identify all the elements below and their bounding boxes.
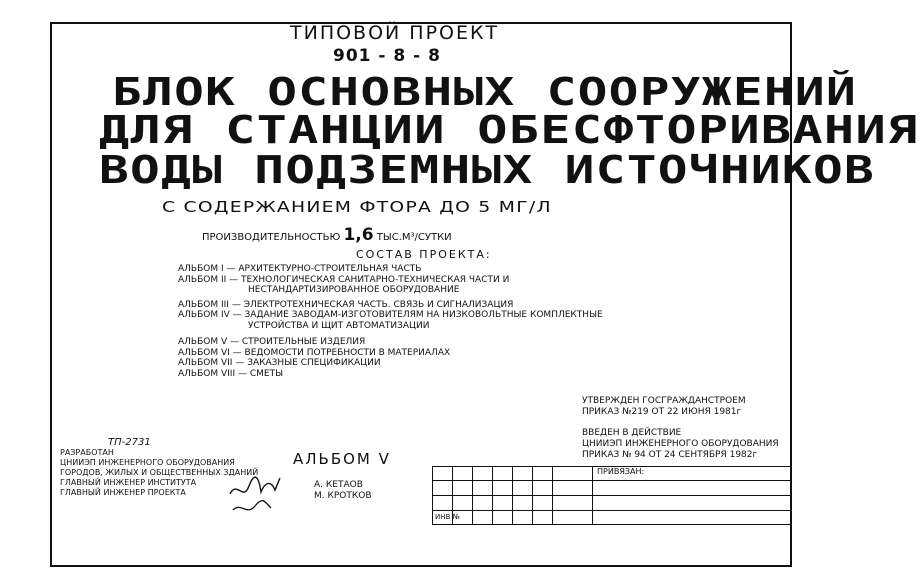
album-item: АЛЬБОМ VIII — СМЕТЫ bbox=[178, 368, 284, 379]
album-item: АЛЬБОМ III — ЭЛЕКТРОТЕХНИЧЕСКАЯ ЧАСТЬ. СВЯЗЬ И СИГНАЛИЗАЦИЯ bbox=[178, 299, 514, 310]
current-album: АЛЬБОМ V bbox=[293, 450, 391, 468]
title-block bbox=[432, 466, 792, 525]
signature-scribble bbox=[225, 472, 305, 517]
capacity-value: 1,6 bbox=[343, 225, 374, 245]
album-item-continuation: УСТРОЙСТВА И ЩИТ АВТОМАТИЗАЦИИ bbox=[248, 320, 430, 331]
title-line-2: ДЛЯ СТАНЦИИ ОБЕСФТОРИВАНИЯ bbox=[99, 108, 919, 152]
album-item: АЛЬБОМ I — АРХИТЕКТУРНО-СТРОИТЕЛЬНАЯ ЧАСТЬ bbox=[178, 264, 422, 274]
title-line-3: ВОДЫ ПОДЗЕМНЫХ ИСТОЧНИКОВ bbox=[99, 148, 876, 192]
introduction-note: ВВЕДЕН В ДЕЙСТВИЕ ЦНИИЭП ИНЖЕНЕРНОГО ОБОРУДОВАНИЯ ПРИКАЗ № 94 ОТ 24 СЕНТЯБРЯ 1982г bbox=[582, 428, 779, 460]
project-series: ТИПОВОЙ ПРОЕКТ bbox=[290, 22, 500, 44]
album-item: АЛЬБОМ VI — ВЕДОМОСТИ ПОТРЕБНОСТИ В МАТЕРИАЛАХ bbox=[178, 347, 451, 358]
attached-label: ПРИВЯЗАН: bbox=[597, 467, 645, 476]
inventory-label: ИНВ № bbox=[435, 513, 460, 521]
capacity-label: ПРОИЗВОДИТЕЛЬНОСТЬЮ bbox=[202, 232, 341, 243]
document-code: ТП-2731 bbox=[108, 437, 151, 448]
album-item: АЛЬБОМ V — СТРОИТЕЛЬНЫЕ ИЗДЕЛИЯ bbox=[178, 337, 366, 347]
album-item: АЛЬБОМ II — ТЕХНОЛОГИЧЕСКАЯ САНИТАРНО-ТЕХНИЧЕСКАЯ ЧАСТИ И bbox=[178, 274, 510, 285]
album-item-continuation: НЕСТАНДАРТИЗИРОВАННОЕ ОБОРУДОВАНИЕ bbox=[248, 285, 460, 295]
developer-block: РАЗРАБОТАН ЦНИИЭП ИНЖЕНЕРНОГО ОБОРУДОВАНИЯ ГОРОДОВ, ЖИЛЫХ И ОБЩЕСТВЕННЫХ ЗДАНИЙ ГЛАВНЫЙ ИНЖЕНЕР ИНСТИТУТА ГЛАВНЫЙ ИНЖЕНЕР ПРОЕКТА bbox=[60, 448, 259, 497]
signatories bbox=[314, 480, 372, 502]
composition-title: СОСТАВ ПРОЕКТА: bbox=[356, 248, 492, 261]
fluorine-content: С СОДЕРЖАНИЕМ ФТОРА ДО 5 МГ/Л bbox=[162, 198, 552, 216]
album-item: АЛЬБОМ IV — ЗАДАНИЕ ЗАВОДАМ-ИЗГОТОВИТЕЛЯМ НА НИЗКОВОЛЬТНЫЕ КОМПЛЕКТНЫЕ bbox=[178, 310, 603, 320]
chief-institute-name: А. КЕТАОВ bbox=[314, 480, 363, 490]
title-line-1: БЛОК ОСНОВНЫХ СООРУЖЕНИЙ bbox=[112, 70, 858, 114]
capacity-line bbox=[202, 225, 452, 245]
album-item: АЛЬБОМ VII — ЗАКАЗНЫЕ СПЕЦИФИКАЦИИ bbox=[178, 358, 381, 368]
approval-note: УТВЕРЖДЕН ГОСГРАЖДАНСТРОЕМ ПРИКАЗ №219 ОТ 22 ИЮНЯ 1981г bbox=[582, 396, 746, 417]
project-number: 901 - 8 - 8 bbox=[333, 46, 441, 66]
chief-project-name: М. КРОТКОВ bbox=[314, 491, 372, 501]
capacity-unit: ТЫС.М³/СУТКИ bbox=[376, 232, 452, 243]
album-list bbox=[178, 264, 603, 379]
